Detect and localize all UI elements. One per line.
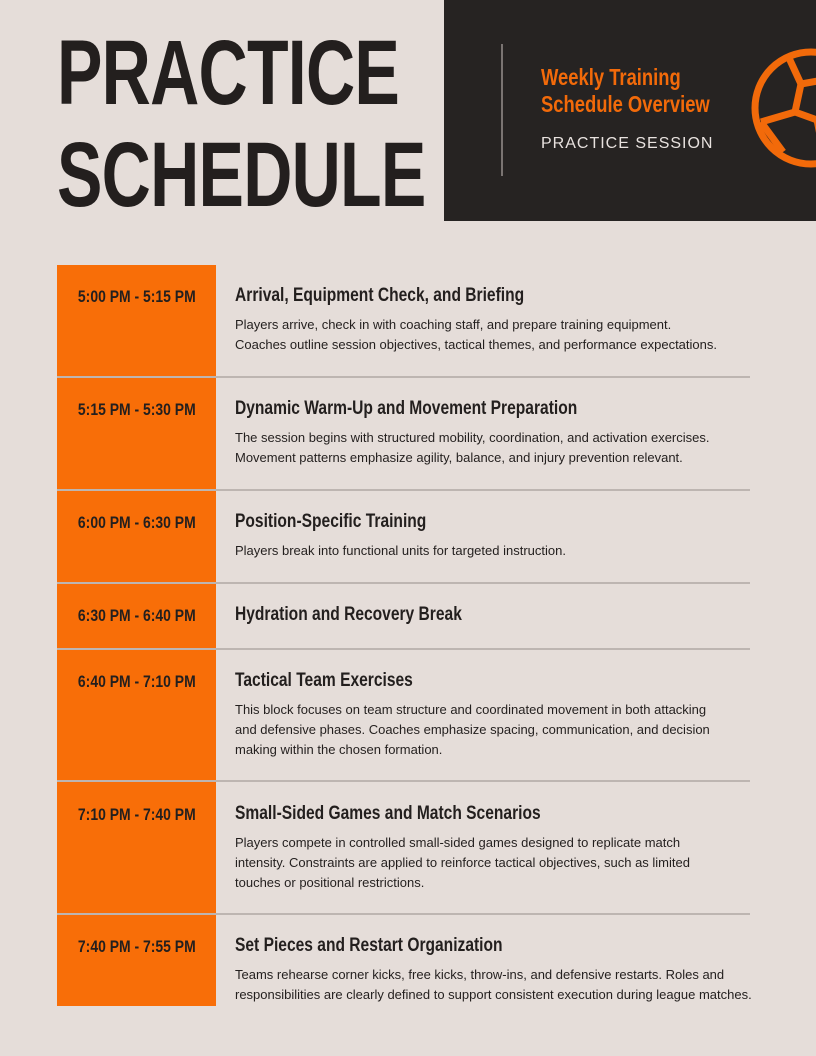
header-heading-line-1: Weekly Training [541, 64, 681, 90]
session-description: This block focuses on team structure and coordinated movement in both attacking and defensive phases. Coaches emphasize spacing, communication, and decision making within the chosen formation. [235, 702, 710, 757]
header-divider [501, 44, 503, 176]
session-description: Players compete in controlled small-sided games designed to replicate match intensity. Constraints are applied to reinforce tactical objectives, such as limited touches or positional restrictions. [235, 835, 690, 890]
session-title: Position-Specific Training [235, 511, 427, 532]
row-divider [57, 489, 750, 491]
time-slot: 6:00 PM - 6:30 PM [77, 513, 196, 532]
time-slot: 6:30 PM - 6:40 PM [77, 606, 196, 625]
row-divider [57, 648, 750, 650]
session-title: Dynamic Warm-Up and Movement Preparation [235, 398, 578, 419]
header-subheading: PRACTICE SESSION [541, 135, 714, 152]
header-heading [541, 64, 752, 118]
soccer-ball-icon [749, 40, 816, 180]
header-heading-line-2: Schedule Overview [541, 91, 710, 117]
row-divider [57, 780, 750, 782]
row-divider [57, 376, 750, 378]
row-divider [57, 913, 750, 915]
row-divider [57, 582, 750, 584]
title-line-2: SCHEDULE [57, 124, 426, 226]
time-slot: 7:10 PM - 7:40 PM [77, 805, 196, 824]
time-slot: 6:40 PM - 7:10 PM [77, 672, 196, 691]
session-title: Tactical Team Exercises [235, 670, 413, 691]
session-title: Set Pieces and Restart Organization [235, 935, 503, 956]
session-title: Arrival, Equipment Check, and Briefing [235, 285, 525, 306]
header-panel [444, 0, 816, 221]
session-title: Hydration and Recovery Break [235, 604, 462, 625]
time-slot: 7:40 PM - 7:55 PM [77, 937, 196, 956]
session-description: Players arrive, check in with coaching staff, and prepare training equipment. Coaches outline session objectives, tactical themes, and performance expectations. [235, 317, 717, 352]
time-slot: 5:15 PM - 5:30 PM [77, 400, 196, 419]
session-description: The session begins with structured mobility, coordination, and activation exercises. Movement patterns emphasize agility, balance, and injury prevention relevant. [235, 430, 710, 465]
session-title: Small-Sided Games and Match Scenarios [235, 803, 541, 824]
title-line-1: PRACTICE [57, 22, 400, 124]
session-description: Teams rehearse corner kicks, free kicks, throw-ins, and defensive restarts. Roles and responsibilities are clearly defined to support consistent execution during league matches. [235, 967, 752, 1002]
session-description: Players break into functional units for targeted instruction. [235, 543, 566, 558]
time-slot: 5:00 PM - 5:15 PM [77, 287, 196, 306]
